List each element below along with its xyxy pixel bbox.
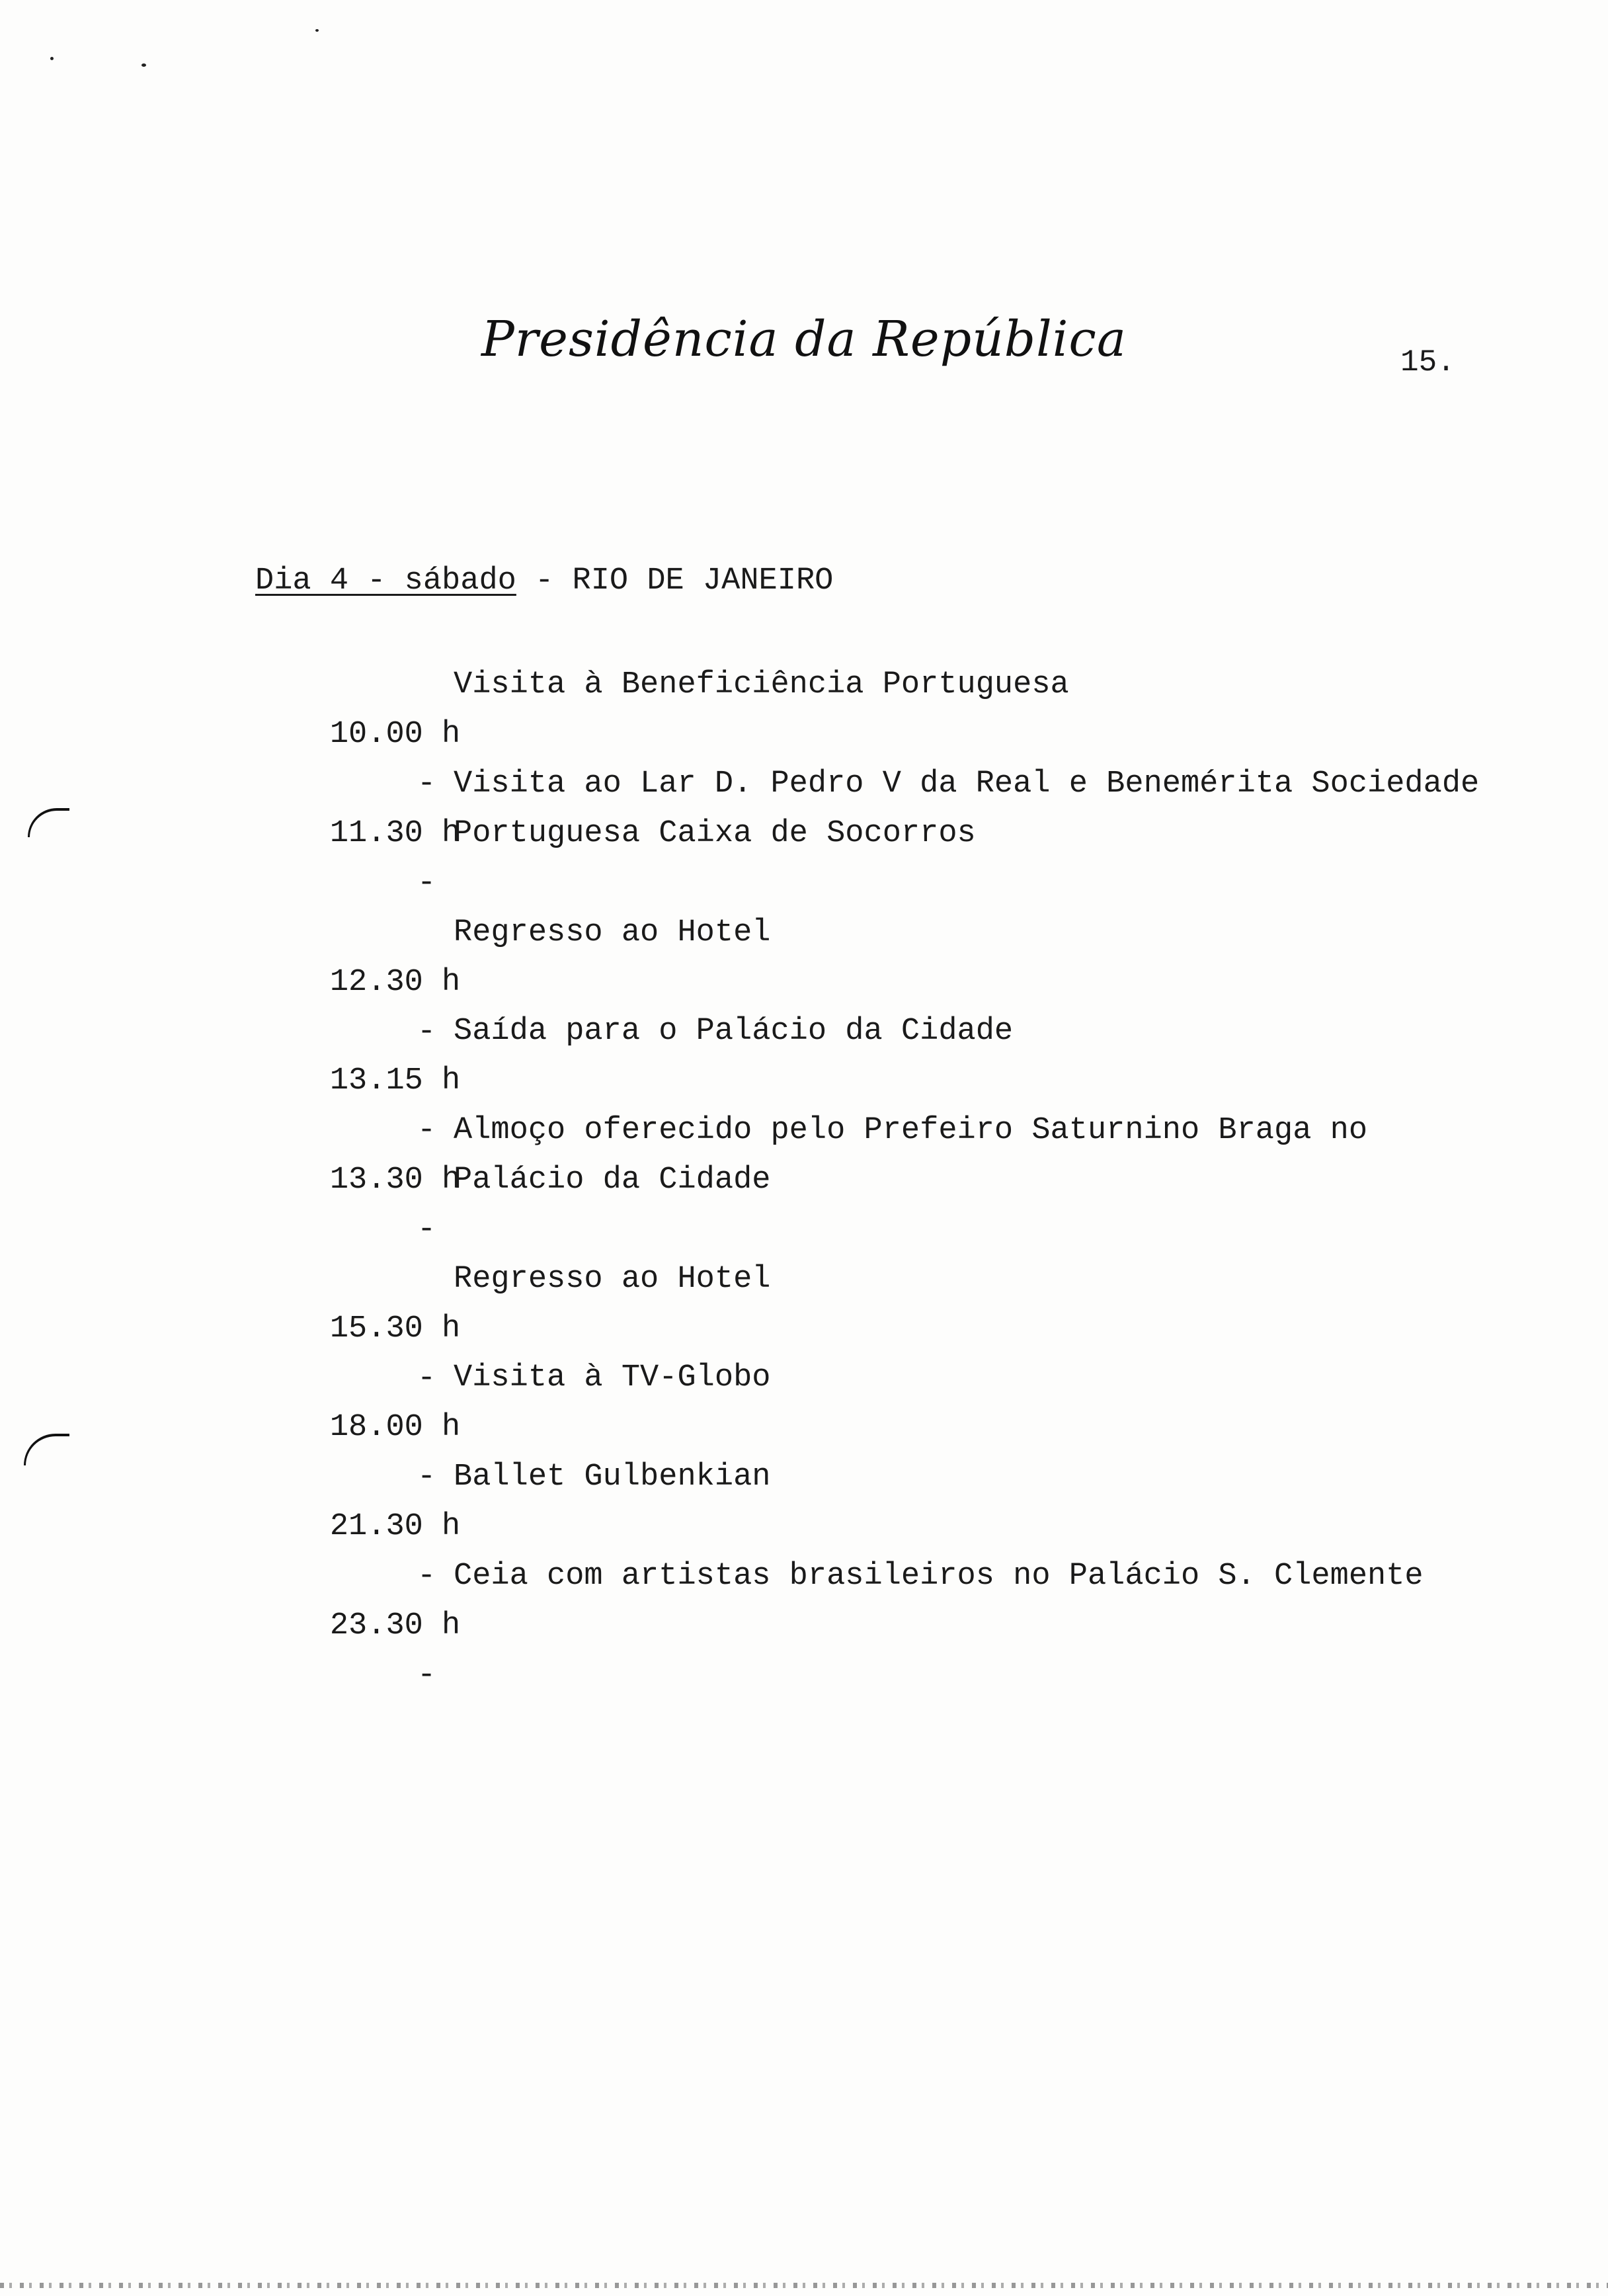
entry-time: 23.30 h: [329, 1608, 461, 1643]
entry-line: Ballet Gulbenkian: [454, 1459, 771, 1495]
entry-description: [454, 1452, 1608, 1502]
entry-description: [454, 759, 1608, 858]
entry-line: Visita à TV-Globo: [454, 1360, 771, 1395]
entry-line: Ceia com artistas brasileiros no Palácio S. Clemente: [454, 1559, 1424, 1594]
entry-line: Saída para o Palácio da Cidade: [454, 1014, 1014, 1049]
entry-description: [454, 1551, 1608, 1601]
entry-time: 11.30 h: [329, 816, 461, 851]
entry-description: [454, 1353, 1608, 1403]
entry-dash: -: [417, 1212, 436, 1247]
entry-line: Portuguesa Caixa de Socorros: [454, 816, 976, 851]
scan-bottom-edge: [0, 2283, 1608, 2288]
day-heading: [255, 563, 833, 598]
entry-dash: -: [417, 1459, 436, 1495]
entry-dash: -: [417, 766, 436, 801]
day-title: Dia 4 - sábado: [255, 563, 516, 598]
entry-dash: -: [417, 1559, 436, 1594]
entry-time: 10.00 h: [329, 717, 461, 752]
schedule-entry: [255, 1551, 1424, 1799]
day-separator: -: [516, 563, 573, 598]
entry-time: 13.30 h: [329, 1163, 461, 1198]
entry-line: Regresso ao Hotel: [454, 1262, 771, 1297]
entry-line: Regresso ao Hotel: [454, 915, 771, 950]
entry-time: 13.15 h: [329, 1063, 461, 1098]
entry-description: [454, 908, 1608, 958]
scan-speck: [315, 29, 319, 32]
entry-line: Palácio da Cidade: [454, 1163, 771, 1198]
entry-dash: -: [417, 1113, 436, 1148]
scan-speck: [50, 57, 54, 60]
entry-line: Visita à Beneficiência Portuguesa: [454, 667, 1069, 702]
entry-dash: -: [417, 1658, 436, 1693]
entry-dash: -: [417, 1014, 436, 1049]
letterhead-title: Presidência da República: [481, 311, 1127, 368]
entry-description: [454, 660, 1608, 710]
scan-speck: [141, 63, 146, 67]
entry-description: [454, 1106, 1608, 1205]
entry-time: 12.30 h: [329, 965, 461, 1000]
entry-line: Almoço oferecido pelo Prefeiro Saturnino Braga no: [454, 1113, 1368, 1148]
page-number: 15.: [1400, 345, 1455, 380]
entry-description: [454, 1254, 1608, 1304]
entry-time: 21.30 h: [329, 1509, 461, 1544]
entry-time: 15.30 h: [329, 1311, 461, 1346]
entry-description: [454, 1006, 1608, 1056]
entry-dash: -: [417, 1361, 436, 1396]
entry-line: Visita ao Lar D. Pedro V da Real e Benemérita Sociedade: [454, 766, 1480, 801]
binder-hole-mark: [24, 1434, 69, 1465]
entry-dash: -: [417, 866, 436, 901]
day-location: RIO DE JANEIRO: [572, 563, 834, 598]
binder-hole-mark: [28, 808, 69, 837]
entry-time: 18.00 h: [329, 1410, 461, 1445]
